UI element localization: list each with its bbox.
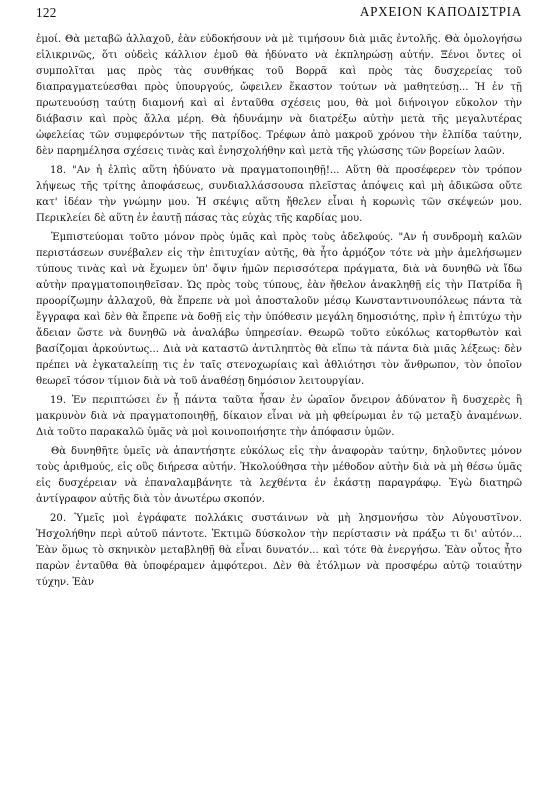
paragraph-section-19 xyxy=(36,393,522,441)
paragraph-section-18 xyxy=(36,163,522,227)
paragraph-text: Ἐν περιπτώσει ἐν ᾗ πάντα ταῦτα ἦσαν ἐν ὡραῖον ὄνειρον ἀδύνατον ἢ δυσχερὲς ἢ μακρυνὸν διὰ νὰ πραγματοποιηθῇ, δίκαιον εἶναι νὰ μὴ φθείρωμαι ἐν τῷ μεταξὺ ἀναμένων. Διὰ τοῦτο παρακαλῶ ὑμᾶς νὰ μοὶ κοινοποιήσητε τὴν ἀπόφασιν ὑμῶν. xyxy=(36,395,522,438)
page-number: 122 xyxy=(36,5,57,20)
section-number: 20. xyxy=(50,513,67,524)
paragraph-text: "Αν ἡ ἐλπὶς αὕτη ἠδύνατο νὰ πραγματοποιηθῇ!... Αὕτη θὰ προσέφερεν τὸν τρόπον λήψεως τῆς τρίτης ἀποφάσεως, συνδιαλλάσσουσα πλεῖστας ἀπόψεις καὶ μὴ ἀδικῶσα οὔτε κατ' ἰδέαν τὴν γνώμην μου. Ἡ σκέψις αὕτη ἤθελεν εἶναι ἡ κορωνὶς τῶν σκέψεών μου. Περικλείει δὲ αὕτη ἐν ἑαυτῇ πάσας τὰς εὐχὰς τῆς καρδίας μου. xyxy=(36,165,522,224)
section-number: 19. xyxy=(50,395,67,406)
paragraph xyxy=(36,230,522,390)
paragraph xyxy=(36,444,522,508)
paragraph-text: Ὑμεῖς μοὶ ἐγράφατε πολλάκις συστάινων νὰ μὴ λησμονήσω τὸν Αὐγουστῖνον. Ἠσχολήθην περὶ αὐτοῦ πάντοτε. Ἐκτιμῶ δύσκολον τὴν περίστασιν νὰ πράξω τι δι' αὐτόν... Ἐὰν ὅμως τὸ σκηνικὸν μεταβληθῇ θὰ εἶναι δυνατόν... καὶ τότε θὰ ἐνεργήσω. Ἐὰν οὗτος ἦτο παρὼν ἐνταῦθα θὰ ὑποφέραμεν ἀμφότεροι. Δὲν θὰ ἐτόλμων νὰ προσφέρω αὐτῷ τοιαύτην τύχην. Ἐὰν xyxy=(36,513,522,588)
book-page xyxy=(36,0,522,800)
page-header xyxy=(36,3,522,23)
paragraph-text: Ἐμπιστεύομαι τοῦτο μόνον πρὸς ὑμᾶς καὶ πρὸς τοὺς ἀδελφούς. "Αν ἡ συνδρομὴ καλῶν περιστάσεων συνέβαλεν εἰς τὴν ἐπιτυχίαν αὐτῆς, θὰ ἦτο ἁρμόζον τότε νὰ μὴν ἀμελήσωμεν τύπους τινὰς καὶ νὰ ἔχωμεν ὑπ' ὄψιν ἡμῶν περισσότερα πράγματα, διὰ νὰ δυνηθῶ νὰ ἴδω αὐτὴν πραγματοποιηθεῖσαν. Ὡς πρὸς τοὺς τύπους, ἐὰν ἤθελον ἀνακληθῇ εἰς τὴν Πατρίδα ἢ προορίζωμην ἀλλαχοῦ, θὰ ἔπρεπε νὰ μοὶ ἀποσταλοῦν μέσῳ Κωνσταντινουπόλεως πάντα τὰ ἔγγραφα καὶ δὲν θὰ ἔπρεπε νὰ δοθῇ εἰς τὴν ὑπόθεσιν μεγάλη δημοσιότης, πρὶν ἡ ἐπιτύχω τὴν ἄδειαν ὥστε νὰ δυνηθῶ νὰ ἀναλάβω ὑπηρεσίαν. Θεωρῶ τοῦτο εὐκόλως κατορθωτὸν καὶ βασίζομαι ἀρκούντως... Διὰ νὰ καταστῶ ἀντιληπτὸς θὰ εἴπω τὰ πάντα διὰ μιᾶς λέξεως: δὲν πρέπει νὰ ἐγκαταλείπῃ τις ἐν ταῖς στενοχωρίαις καὶ ἀθλιότησι τὸν ἄνθρωπον, τὸν ὁποῖον θεωρεῖ τόσον τίμιον διὰ νὰ τοῦ ἀναθέσῃ δημόσιον λειτουργίαν. xyxy=(36,232,522,387)
section-number: 18. xyxy=(50,165,67,176)
paragraph-section-20 xyxy=(36,511,522,591)
running-title: ΑΡΧΕΙΟΝ ΚΑΠΟΔΙΣΤΡΙΑ xyxy=(359,4,522,19)
paragraph-text: ἐμοί. Θὰ μεταβῶ ἀλλαχοῦ, ἐὰν εὐδοκήσουν νὰ μὲ τιμήσουν διὰ μιᾶς ἐντολῆς. Θὰ ὁμολογήσω εἰλικρινῶς, ὅτι οὐδεὶς κάλλιον ἐμοῦ θὰ ἠδύνατο νὰ ἐκπληρώσῃ αὐτήν. Ξένοι ὄντες οἱ συμπολῖται μας πρὸς τὰς συνθήκας τοῦ Βορρᾶ καὶ πρὸς τὰς δυσχερείας τοῦ διαπραγματεύεσθαι πρὸς ὑπουργούς, ὤφειλεν ἕκαστον τούτων νὰ μαθητεύσῃ... Ἡ ἐν τῇ πρωτευούσῃ ταύτῃ διαμονή καὶ αἱ ἐνταῦθα σχέσεις μου, θὰ μοὶ διήνοιγον εὔκολον τὴν διάβασιν καὶ πρὸς ἄλλα μέρη. Θὰ ἠδυνάμην νὰ διατρέξω αὐτὴν μετὰ τῆς μεγαλυτέρας ὠφελείας τῶν συμφερόντων τῆς πατρίδος. Τρέφων ἀπὸ μακροῦ χρόνου τὴν ἐλπίδα ταύτην, δὲν παρημέλησα σχέσεις τινὰς καὶ ἐνησχολήθην καὶ μετὰ τῆς γλώσσης τῶν βορείων λαῶν. xyxy=(36,34,522,157)
body-text xyxy=(36,32,522,591)
paragraph-text: Θὰ δυνηθῆτε ὑμεῖς νὰ ἀπαντήσητε εὐκόλως εἰς τὴν ἀναφορὰν ταύτην, δηλοῦντες μόνον τοὺς ἀριθμούς, εἰς οὓς διήρεσα αὐτήν. Ἠκολούθησα τὴν μέθοδον αὐτὴν διὰ νὰ μὴ θέσω ὑμᾶς εἰς δυσχέρειαν νὰ ἐπαναλαμβάνητε τὰ λεχθέντα ἐν ἑκάστῃ παραγράφῳ. Ἐγὼ διατηρῶ ἀντίγραφον αὐτῆς διὰ τὸν ἀνωτέρω σκοπόν. xyxy=(36,446,522,505)
paragraph-continuation xyxy=(36,32,522,160)
